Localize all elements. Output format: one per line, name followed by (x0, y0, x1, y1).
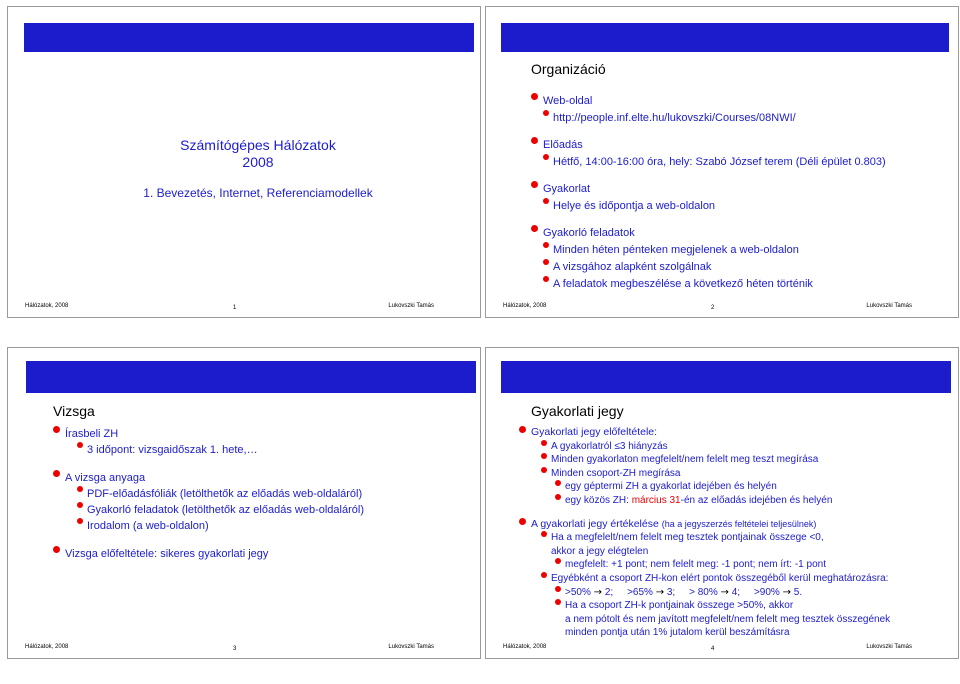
list-subitem: Ha a megfelelt/nem felelt meg tesztek pontjainak összege <0, (541, 531, 890, 545)
list-subitem: Minden gyakorlaton megfelelt/nem felelt meg teszt megírása (541, 453, 890, 467)
list-item: Gyakorló feladatok (531, 225, 886, 242)
list-item: Előadás (531, 137, 886, 154)
page-number: 1 (233, 305, 237, 311)
arrow-right-icon: → (782, 586, 791, 598)
title-band (24, 23, 474, 52)
list-subitem: Minden csoport-ZH megírása (541, 467, 890, 481)
footer-left: Hálózatok, 2008 (25, 303, 69, 309)
page-number: 4 (711, 646, 715, 652)
slide-subtitle: 1. Bevezetés, Internet, Referenciamodellek (143, 186, 373, 200)
bullet-list (519, 426, 890, 640)
list-subitem: 3 időpont: vizsgaidőszak 1. hete,… (77, 442, 364, 458)
list-subitem: A feladatok megbeszélése a következő héten történik (543, 276, 886, 293)
list-item: Web-oldal (531, 93, 886, 110)
list-subitem: megfelelt: +1 pont; nem felelt meg: -1 pont; nem írt: -1 pont (555, 558, 890, 572)
slide-3 (7, 347, 481, 659)
page-number: 2 (711, 305, 715, 311)
list-item: A vizsga anyaga (53, 470, 364, 486)
slide-2 (485, 6, 959, 318)
slide-heading: Gyakorlati jegy (531, 403, 624, 419)
list-subitem: PDF-előadásfóliák (letölthetők az előadás web-oldaláról) (77, 486, 364, 502)
footer-right: Lukovszki Tamás (388, 303, 434, 309)
footer-left: Hálózatok, 2008 (503, 644, 547, 650)
list-item: Gyakorlati jegy előfeltétele: (519, 426, 890, 440)
list-subitem: Helye és időpontja a web-oldalon (543, 198, 886, 215)
slide-title: Számítógépes Hálózatok (180, 137, 336, 153)
arrow-right-icon: → (655, 586, 665, 598)
list-item: Írasbeli ZH (53, 426, 364, 442)
title-band (501, 361, 951, 393)
footer-right: Lukovszki Tamás (866, 303, 912, 309)
slide-1 (7, 6, 481, 318)
list-subitem: Irodalom (a web-oldalon) (77, 518, 364, 534)
list-subitem: A vizsgához alapként szolgálnak (543, 259, 886, 276)
title-block (108, 137, 408, 202)
slide-4 (485, 347, 959, 659)
bullet-list (531, 93, 886, 293)
title-band (26, 361, 476, 393)
arrow-right-icon: → (593, 586, 603, 598)
list-subitem: Ha a csoport ZH-k pontjainak összege >50%, akkor (555, 599, 890, 613)
list-subitem: Hétfő, 14:00-16:00 óra, hely: Szabó József terem (Déli épület 0.803) (543, 154, 886, 171)
list-subitem: egy géptermi ZH a gyakorlat idejében és helyén (555, 480, 890, 494)
list-item: Gyakorlat (531, 181, 886, 198)
slide-year: 2008 (242, 154, 274, 170)
list-subitem: Egyébként a csoport ZH-kon elért pontok összegéből kerül meghatározásra: (541, 572, 890, 586)
slide-heading: Organizáció (531, 61, 606, 77)
slide-heading: Vizsga (53, 403, 95, 419)
list-continuation: akkor a jegy elégtelen (551, 545, 649, 557)
list-subitem: Minden héten pénteken megjelenek a web-oldalon (543, 242, 886, 259)
grade-scale: >50% → 2; >65% → 3; > 80% → 4; >90% → 5. (555, 586, 890, 600)
list-item: Vizsga előfeltétele: sikeres gyakorlati jegy (53, 546, 364, 562)
page-number: 3 (233, 646, 237, 652)
list-subitem: egy közös ZH: március 31-én az előadás idejében és helyén (555, 494, 890, 508)
footer-right: Lukovszki Tamás (388, 644, 434, 650)
list-subitem[interactable]: http://people.inf.elte.hu/lukovszki/Courses/08NWI/ (543, 110, 886, 127)
footer-left: Hálózatok, 2008 (503, 303, 547, 309)
list-continuation: minden pontja után 1% jutalom kerül beszámításra (565, 627, 790, 639)
footer-left: Hálózatok, 2008 (25, 644, 69, 650)
bullet-list (53, 426, 364, 562)
title-band (501, 23, 949, 52)
footer-right: Lukovszki Tamás (866, 644, 912, 650)
list-subitem: A gyakorlatról ≤3 hiányzás (541, 440, 890, 454)
list-continuation: a nem pótolt és nem javított megfelelt/nem felelt meg tesztek összegének (565, 613, 891, 625)
highlight-date: március 31 (631, 494, 681, 506)
arrow-right-icon: → (720, 586, 729, 598)
list-item: A gyakorlati jegy értékelése (ha a jegyszerzés feltételei teljesülnek) (519, 518, 890, 532)
list-subitem: Gyakorló feladatok (letölthetők az előadás web-oldaláról) (77, 502, 364, 518)
